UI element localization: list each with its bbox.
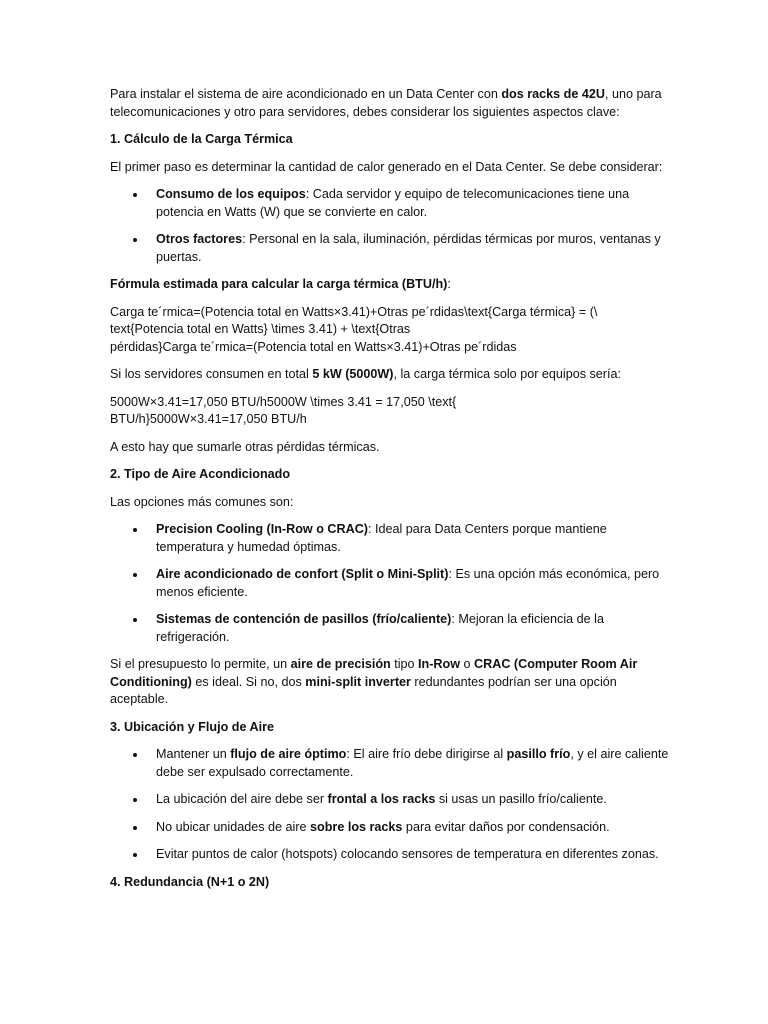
list-item xyxy=(110,611,670,646)
list-item xyxy=(110,819,670,837)
item-text: : El aire frío debe dirigirse al xyxy=(346,747,507,761)
paragraph-bold: mini-split inverter xyxy=(305,674,411,689)
item-bold: Aire acondicionado de confort (Split o Mini-Split) xyxy=(156,567,449,581)
paragraph-bold: In-Row xyxy=(418,657,461,671)
item-bold: frontal a los racks xyxy=(327,792,436,806)
list-item xyxy=(110,231,670,266)
item-text: La ubicación del aire debe ser xyxy=(156,792,328,806)
bullet-list xyxy=(110,521,670,646)
formula-label xyxy=(110,276,670,294)
paragraph-text: o xyxy=(460,657,475,671)
list-item xyxy=(110,521,670,556)
item-bold: Otros factores xyxy=(156,232,243,246)
item-bold: Consumo de los equipos xyxy=(156,187,306,201)
section-heading xyxy=(110,131,670,149)
intro-paragraph xyxy=(110,86,670,121)
list-item xyxy=(110,791,670,809)
item-text: para evitar daños por condensación. xyxy=(402,819,610,834)
paragraph-text: Si los servidores consumen en total xyxy=(110,367,313,381)
calc-line: BTU/h}5000W×3.41=17,050 BTU/h xyxy=(110,412,307,426)
formula-line: pérdidas}Carga te´rmica=(Potencia total en Watts×3.41)+Otras pe´rdidas xyxy=(110,339,517,354)
item-text: : Personal en la sala, iluminación, pérdidas térmicas por muros, ventanas y puertas. xyxy=(156,232,661,264)
heading-text: 2. Tipo de Aire Acondicionado xyxy=(110,467,291,481)
list-item xyxy=(110,846,670,864)
paragraph xyxy=(110,656,670,709)
intro-text: , uno para telecomunicaciones y otro para servidores, debes considerar los siguientes aspectos clave: xyxy=(110,87,662,119)
section-heading xyxy=(110,874,670,892)
item-bold: sobre los racks xyxy=(310,819,403,834)
heading-text: 4. Redundancia (N+1 o 2N) xyxy=(110,874,270,889)
list-item xyxy=(110,746,670,781)
paragraph: A esto hay que sumarle otras pérdidas térmicas. xyxy=(110,439,380,454)
item-text: : Mejoran la eficiencia de la refrigeración. xyxy=(156,612,604,644)
item-bold: pasillo frío xyxy=(506,747,571,761)
formula-text xyxy=(110,304,670,357)
paragraph-bold: aire de precisión xyxy=(290,657,391,671)
item-text: No ubicar unidades de aire xyxy=(156,819,311,834)
list-item xyxy=(110,186,670,221)
formula-label-colon: : xyxy=(447,277,451,291)
section-heading xyxy=(110,719,670,737)
intro-bold: dos racks de 42U xyxy=(501,87,605,101)
paragraph-text: es ideal. Si no, dos xyxy=(191,674,306,689)
heading-text: 1. Cálculo de la Carga Térmica xyxy=(110,132,293,146)
item-text: : Ideal para Data Centers porque mantiene temperatura y humedad óptimas. xyxy=(156,522,607,554)
list-item xyxy=(110,566,670,601)
formula-line: text{Potencia total en Watts} \times 3.41) + \text{Otras xyxy=(110,322,411,336)
item-text: , y el aire caliente debe ser expulsado correctamente. xyxy=(156,747,669,779)
heading-text: 3. Ubicación y Flujo de Aire xyxy=(110,719,274,734)
formula-label-bold: Fórmula estimada para calcular la carga térmica (BTU/h) xyxy=(110,277,448,291)
paragraph-bold: 5 kW (5000W) xyxy=(312,367,394,381)
item-text: Evitar puntos de calor (hotspots) colocando sensores de temperatura en diferentes zonas. xyxy=(156,847,659,861)
item-bold: Sistemas de contención de pasillos (frío/caliente) xyxy=(156,612,452,626)
intro-text: Para instalar el sistema de aire acondicionado en un Data Center con xyxy=(110,87,502,101)
item-text: Mantener un xyxy=(156,747,231,761)
formula-line: Carga te´rmica=(Potencia total en Watts×3.41)+Otras pe´rdidas\text{Carga térmica} = (\ xyxy=(110,304,598,319)
paragraph-bold: CRAC (Computer Room Air Conditioning) xyxy=(110,657,638,689)
paragraph-text: tipo xyxy=(390,657,419,671)
paragraph-text: , la carga térmica solo por equipos sería: xyxy=(393,367,621,381)
section-heading xyxy=(110,466,670,484)
item-bold: flujo de aire óptimo xyxy=(230,747,347,761)
item-text: si usas un pasillo frío/caliente. xyxy=(435,792,607,806)
item-text: : Es una opción más económica, pero menos eficiente. xyxy=(156,567,660,599)
item-bold: Precision Cooling (In-Row o CRAC) xyxy=(156,522,368,536)
document-body xyxy=(110,86,670,901)
calc-line: 5000W×3.41=17,050 BTU/h5000W \times 3.41 = 17,050 \text{ xyxy=(110,394,457,409)
paragraph: El primer paso es determinar la cantidad de calor generado en el Data Center. Se debe considerar: xyxy=(110,159,663,174)
paragraph-text: Si el presupuesto lo permite, un xyxy=(110,657,291,671)
bullet-list xyxy=(110,186,670,266)
paragraph: Las opciones más comunes son: xyxy=(110,494,294,509)
bullet-list xyxy=(110,746,670,864)
paragraph-text: redundantes podrían ser una opción aceptable. xyxy=(110,674,617,706)
paragraph xyxy=(110,366,670,384)
item-text: : Cada servidor y equipo de telecomunicaciones tiene una potencia en Watts (W) que se convierte en calor. xyxy=(156,187,630,219)
calculation-text xyxy=(110,394,670,429)
